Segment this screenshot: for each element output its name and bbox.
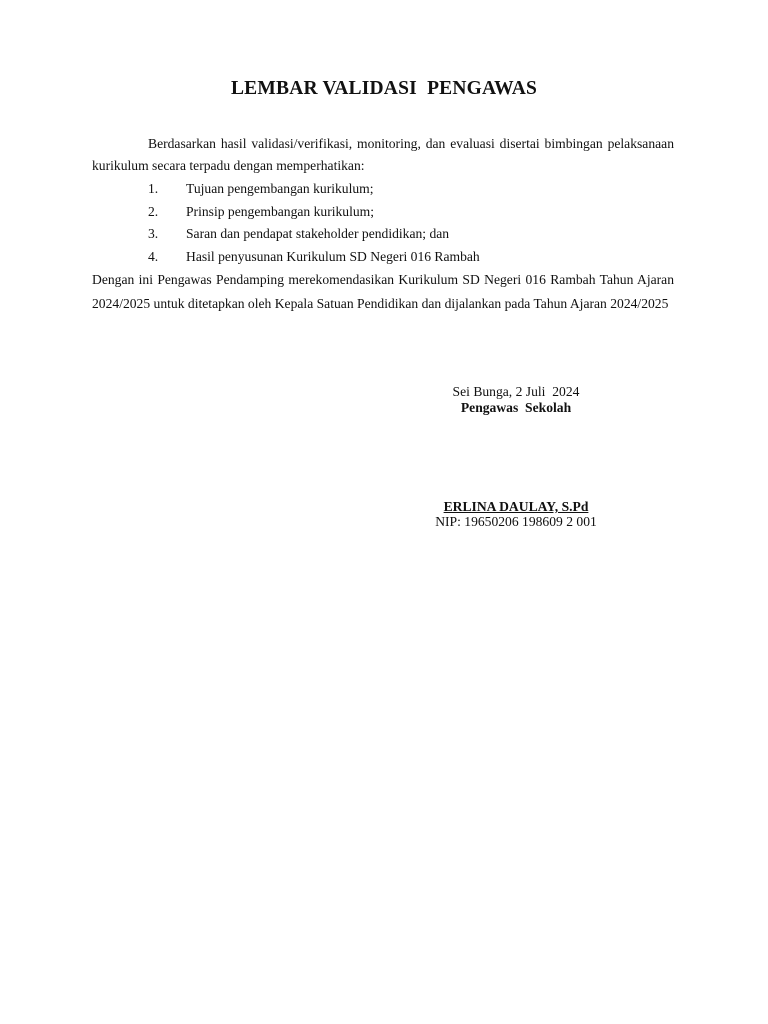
intro-paragraph: Berdasarkan hasil validasi/verifikasi, monitoring, dan evaluasi disertai bimbingan pelaksanaan kurikulum secara terpadu dengan memperhatikan: [92,136,674,173]
list-item-number: 3. [148,226,159,241]
list-item-text: Saran dan pendapat stakeholder pendidikan; dan [186,226,450,241]
list-item [92,223,674,246]
document-title: LEMBAR VALIDASI PENGAWAS [230,78,538,99]
list-item-text: Tujuan pengembangan kurikulum; [186,181,374,196]
criteria-list [92,178,674,268]
list-item-number: 2. [148,203,159,219]
list-item-number: 4. [148,248,159,264]
list-item-text: Hasil penyusunan Kurikulum SD Negeri 016 Rambah [186,248,480,264]
closing-paragraph: Dengan ini Pengawas Pendamping merekomendasikan Kurikulum SD Negeri 016 Rambah Tahun Ajaran 2024/2025 untuk ditetapkan oleh Kepala Satuan Pendidikan dan dijalankan pada Tahun Ajaran 2024/2025 [92,272,674,311]
signature-nip: NIP: 19650206 198609 2 001 [435,514,597,529]
signature-name: ERLINA DAULAY, S.Pd [443,499,589,514]
signature-place-date: Sei Bunga, 2 Juli 2024 [452,384,580,399]
list-item [92,246,674,269]
list-item [92,178,674,201]
list-item [92,201,674,224]
list-item-text: Prinsip pengembangan kurikulum; [186,203,375,219]
list-item-number: 1. [148,181,159,196]
signature-role: Pengawas Sekolah [460,400,572,415]
